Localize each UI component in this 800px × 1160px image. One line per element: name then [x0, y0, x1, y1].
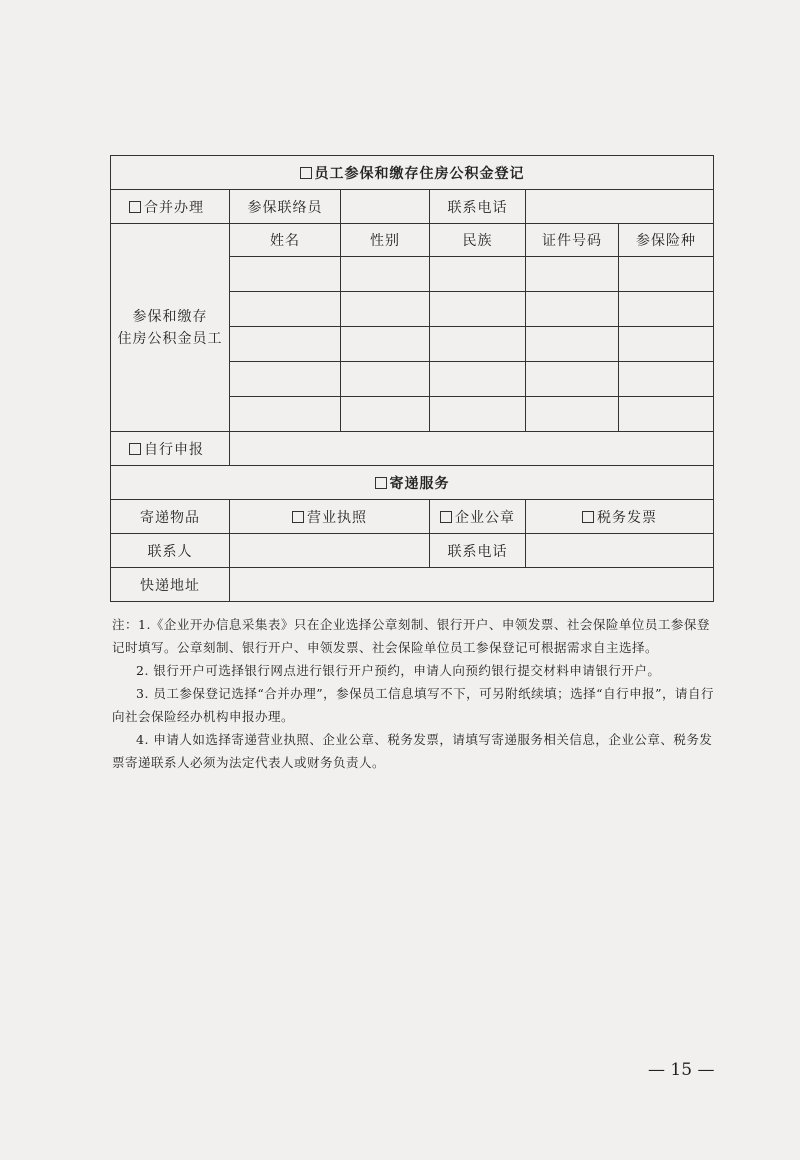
staff-ethnicity-input[interactable]: [430, 327, 526, 362]
employee-insurance-checkbox[interactable]: [300, 167, 312, 179]
form-notes: [112, 613, 716, 774]
insurance-phone-field[interactable]: [526, 190, 714, 224]
company-seal-checkbox[interactable]: [440, 511, 452, 523]
staff-name-input[interactable]: [230, 327, 341, 362]
staff-id-input[interactable]: [526, 292, 619, 327]
column-header-insurance-type: 参保险种: [619, 224, 714, 257]
staff-insurance-type-input[interactable]: [619, 397, 714, 432]
staff-id-input[interactable]: [526, 362, 619, 397]
staff-insurance-type-input[interactable]: [619, 327, 714, 362]
column-header-gender: 性别: [341, 224, 430, 257]
column-header-id-number: 证件号码: [526, 224, 619, 257]
staff-ethnicity-input[interactable]: [430, 362, 526, 397]
mail-service-checkbox[interactable]: [375, 477, 387, 489]
mail-items-label: 寄递物品: [111, 500, 230, 534]
merge-option-label: 合并办理: [144, 199, 204, 216]
staff-ethnicity-input[interactable]: [430, 397, 526, 432]
mail-address-label: 快递地址: [111, 568, 230, 602]
note-1: 注：1.《企业开办信息采集表》只在企业选择公章刻制、银行开户、申领发票、社会保险单位员工参保登记时填写。公章刻制、银行开户、申领发票、社会保险单位员工参保登记可根据需求自主选择。: [112, 617, 710, 655]
staff-label-line1: 参保和缴存: [132, 308, 208, 325]
staff-gender-input[interactable]: [341, 292, 430, 327]
employee-insurance-title: 员工参保和缴存住房公积金登记: [314, 165, 525, 182]
mail-service-title: 寄递服务: [389, 475, 450, 492]
staff-ethnicity-input[interactable]: [430, 257, 526, 292]
self-declare-label: 自行申报: [144, 441, 204, 458]
mail-item-invoice-cell: [526, 500, 714, 534]
business-license-checkbox[interactable]: [292, 511, 304, 523]
staff-id-input[interactable]: [526, 397, 619, 432]
column-header-name: 姓名: [230, 224, 341, 257]
note-2: 2. 银行开户可选择银行网点进行银行开户预约，申请人向预约银行提交材料申请银行开户。: [136, 663, 661, 678]
staff-id-input[interactable]: [526, 257, 619, 292]
staff-id-input[interactable]: [526, 327, 619, 362]
mail-contact-label: 联系人: [111, 534, 230, 568]
staff-name-input[interactable]: [230, 257, 341, 292]
column-header-ethnicity: 民族: [430, 224, 526, 257]
mail-contact-field[interactable]: [230, 534, 430, 568]
staff-insurance-type-input[interactable]: [619, 257, 714, 292]
staff-name-input[interactable]: [230, 292, 341, 327]
staff-insurance-type-input[interactable]: [619, 362, 714, 397]
mail-item-license-cell: [230, 500, 430, 534]
note-3: 3. 员工参保登记选择“合并办理”，参保员工信息填写不下，可另附纸续填；选择“自行申报”，请自行向社会保险经办机构申报办理。: [112, 686, 714, 724]
staff-name-input[interactable]: [230, 397, 341, 432]
staff-label-line2: 住房公积金员工: [117, 330, 223, 347]
tax-invoice-checkbox[interactable]: [582, 511, 594, 523]
insurance-contact-label: 参保联络员: [230, 190, 341, 224]
staff-ethnicity-input[interactable]: [430, 292, 526, 327]
insurance-contact-field[interactable]: [341, 190, 430, 224]
self-declare-blank: [230, 432, 714, 466]
insurance-phone-label: 联系电话: [430, 190, 526, 224]
self-declare-checkbox[interactable]: [129, 443, 141, 455]
mail-phone-label: 联系电话: [430, 534, 526, 568]
staff-label-cell: [111, 224, 230, 432]
business-license-label: 营业执照: [307, 509, 367, 526]
registration-form-table: [110, 155, 714, 602]
mail-service-section-header: [111, 466, 714, 500]
mail-address-field[interactable]: [230, 568, 714, 602]
staff-insurance-type-input[interactable]: [619, 292, 714, 327]
mail-item-seal-cell: [430, 500, 526, 534]
company-seal-label: 企业公章: [455, 509, 515, 526]
staff-name-input[interactable]: [230, 362, 341, 397]
merge-option-checkbox[interactable]: [129, 201, 141, 213]
merge-option-cell: [111, 190, 230, 224]
mail-phone-field[interactable]: [526, 534, 714, 568]
note-4: 4. 申请人如选择寄递营业执照、企业公章、税务发票，请填写寄递服务相关信息，企业公章、税务发票寄递联系人必须为法定代表人或财务负责人。: [112, 732, 713, 770]
page-number: — 15 —: [648, 1060, 715, 1080]
tax-invoice-label: 税务发票: [597, 509, 658, 526]
staff-gender-input[interactable]: [341, 362, 430, 397]
staff-gender-input[interactable]: [341, 327, 430, 362]
self-declare-cell: [111, 432, 230, 466]
employee-insurance-section-header: [111, 156, 714, 190]
staff-gender-input[interactable]: [341, 257, 430, 292]
staff-gender-input[interactable]: [341, 397, 430, 432]
